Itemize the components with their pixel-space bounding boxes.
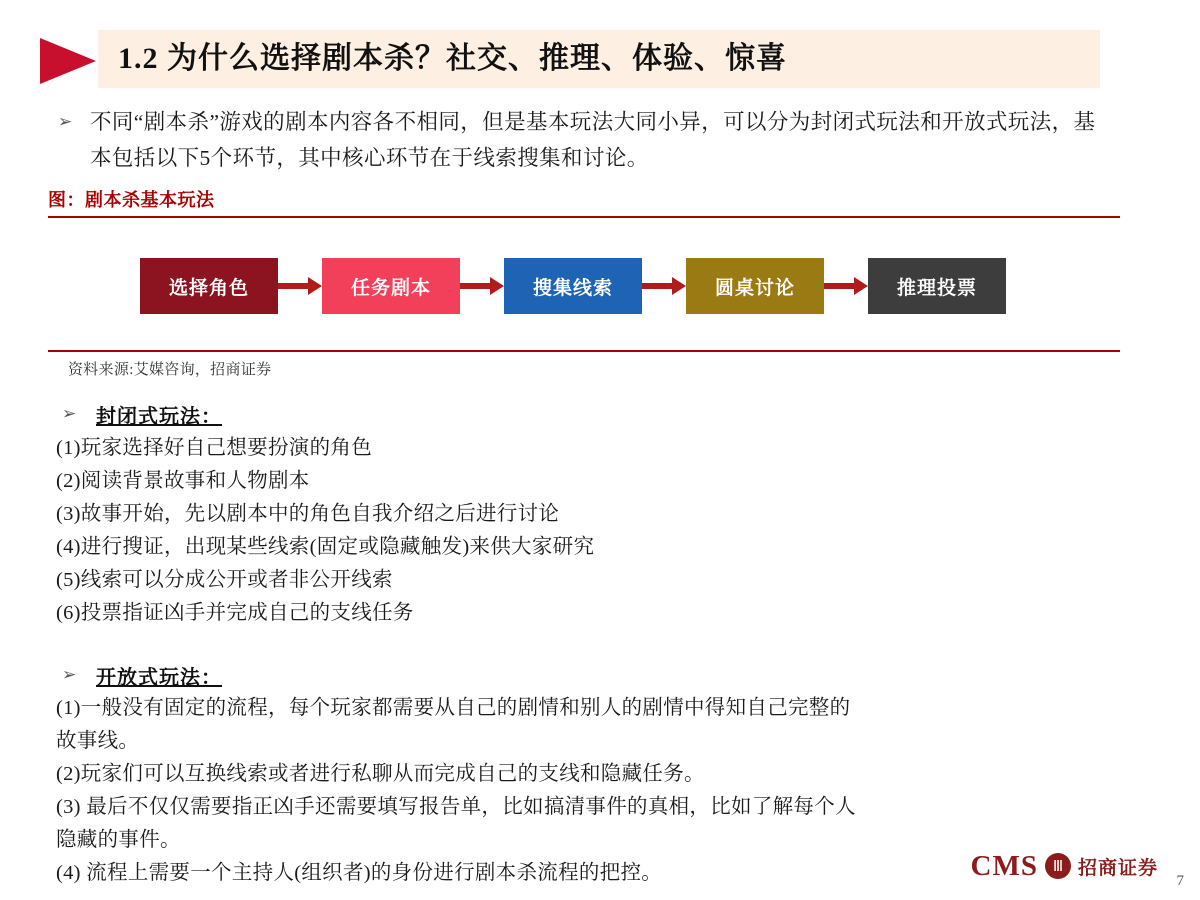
page-number: 7	[1176, 873, 1184, 889]
lead-paragraph: 不同“剧本杀”游戏的剧本内容各不相同，但是基本玩法大同小异，可以分为封闭式玩法和开放式玩法，基本包括以下5个环节，其中核心环节在于线索搜集和讨论。	[90, 110, 1096, 170]
section-1-line-1: (1)玩家选择好自己想要扮演的角色	[56, 437, 373, 459]
section-2-line-2: 故事线。	[56, 730, 140, 752]
page-title: 1.2 为什么选择剧本杀？社交、推理、体验、惊喜	[118, 42, 787, 75]
flow-arrow-icon-3	[642, 279, 686, 293]
logo-text: CMS	[970, 849, 1038, 882]
figure-rule-top	[48, 216, 1120, 218]
section-1-line-5: (5)线索可以分成公开或者非公开线索	[56, 569, 393, 591]
flow-step-3: 搜集线索	[504, 258, 642, 314]
bullet-arrow-icon-section-1: ➢	[62, 404, 77, 424]
section-2-line-4: (3) 最后不仅仅需要指正凶手还需要填写报告单，比如搞清事件的真相，比如了解每个人	[56, 796, 856, 818]
figure-source: 资料来源:艾媒咨询，招商证券	[68, 362, 272, 378]
section-1-line-3: (3)故事开始，先以剧本中的角色自我介绍之后进行讨论	[56, 503, 560, 525]
section-2-line-5: 隐藏的事件。	[56, 829, 181, 851]
company-logo	[971, 850, 1158, 882]
section-heading-closed: 封闭式玩法：	[96, 406, 222, 428]
flow-step-2: 任务剧本	[322, 258, 460, 314]
logo-mark-icon: Ⅲ	[1045, 853, 1071, 879]
title-arrow-icon	[40, 38, 96, 84]
section-heading-open: 开放式玩法：	[96, 667, 222, 689]
flow-step-5: 推理投票	[868, 258, 1006, 314]
figure-rule-bottom	[48, 350, 1120, 352]
bullet-arrow-icon-lead: ➢	[58, 112, 73, 132]
bullet-arrow-icon-section-2: ➢	[62, 665, 77, 685]
section-2-line-3: (2)玩家们可以互换线索或者进行私聊从而完成自己的支线和隐藏任务。	[56, 763, 705, 785]
flow-arrow-icon-4	[824, 279, 868, 293]
section-2-line-6: (4) 流程上需要一个主持人(组织者)的身份进行剧本杀流程的把控。	[56, 862, 663, 884]
logo-chinese-name: 招商证券	[1077, 857, 1158, 879]
section-2-line-1: (1)一般没有固定的流程，每个玩家都需要从自己的剧情和别人的剧情中得知自己完整的	[56, 697, 851, 719]
figure-title: 图：剧本杀基本玩法	[48, 190, 215, 210]
flow-arrow-icon-1	[278, 279, 322, 293]
flow-step-1: 选择角色	[140, 258, 278, 314]
section-1-line-4: (4)进行搜证，出现某些线索(固定或隐藏触发)来供大家研究	[56, 536, 595, 558]
flow-arrow-icon-2	[460, 279, 504, 293]
flow-step-4: 圆桌讨论	[686, 258, 824, 314]
flow-diagram	[140, 258, 1006, 314]
section-1-line-6: (6)投票指证凶手并完成自己的支线任务	[56, 602, 414, 624]
section-1-line-2: (2)阅读背景故事和人物剧本	[56, 470, 310, 492]
